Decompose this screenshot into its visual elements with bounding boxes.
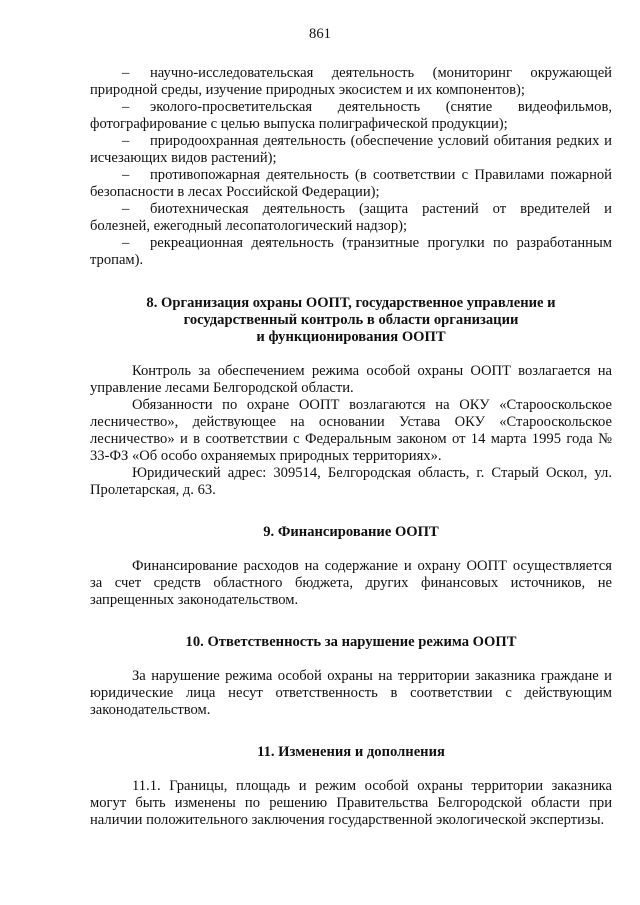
section-heading: 10. Ответственность за нарушение режима ООПТ: [185, 634, 517, 650]
list-item: [90, 201, 612, 235]
list-item-text: эколого-просветительская деятельность (снятие видеофильмов, фотографирование с целью выпуска полиграфической продукции);: [90, 99, 612, 132]
list-item-text: биотехническая деятельность (защита растений от вредителей и болезней, ежегодный лесопатологический надзор);: [90, 201, 612, 234]
list-dash: –: [122, 65, 130, 81]
section-heading-line: государственный контроль в области организации: [183, 312, 519, 328]
list-dash: –: [122, 235, 130, 251]
page-content: [90, 65, 612, 829]
paragraph: Обязанности по охране ООПТ возлагаются на ОКУ «Старооскольское лесничество», действующее на основании Устава ОКУ «Старооскольское лесничество» и в соответствии с Федеральным законом от 14 марта 1995 года № 33-ФЗ «Об особо охраняемых природных территориях».: [90, 397, 612, 464]
section-heading: [90, 295, 612, 346]
list-item-text: природоохранная деятельность (обеспечение условий обитания редких и исчезающих видов растений);: [90, 133, 612, 166]
list-dash: –: [122, 99, 130, 115]
section-heading: 11. Изменения и дополнения: [257, 744, 445, 760]
page-number: 861: [309, 26, 331, 42]
list-dash: –: [122, 133, 130, 149]
list-dash: –: [122, 201, 130, 217]
list-item-text: научно-исследовательская деятельность (мониторинг окружающей природной среды, изучение природных экосистем и их компонентов);: [90, 65, 612, 98]
section-9: [90, 524, 612, 609]
paragraph: 11.1. Границы, площадь и режим особой охраны территории заказника могут быть изменены по решению Правительства Белгородской области при наличии положительного заключения государственной экологической экспертизы.: [90, 778, 612, 828]
activities-list: [90, 65, 612, 269]
list-item-text: рекреационная деятельность (транзитные прогулки по разработанным тропам).: [90, 235, 612, 268]
paragraph: Юридический адрес: 309514, Белгородская область, г. Старый Оскол, ул. Пролетарская, д. 63.: [90, 465, 612, 498]
list-item: [90, 65, 612, 99]
section-heading-line: и функционирования ООПТ: [256, 329, 446, 345]
list-item: [90, 99, 612, 133]
list-dash: –: [122, 167, 130, 183]
list-item: [90, 167, 612, 201]
paragraph: Контроль за обеспечением режима особой охраны ООПТ возлагается на управление лесами Белгородской области.: [90, 363, 612, 396]
section-8: [90, 295, 612, 499]
list-item-text: противопожарная деятельность (в соответствии с Правилами пожарной безопасности в лесах Российской Федерации);: [90, 167, 612, 200]
paragraph: Финансирование расходов на содержание и охрану ООПТ осуществляется за счет средств областного бюджета, других финансовых источников, не запрещенных законодательством.: [90, 558, 612, 608]
list-item: [90, 133, 612, 167]
section-heading-line: 8. Организация охраны ООПТ, государственное управление и: [146, 295, 556, 311]
paragraph: За нарушение режима особой охраны на территории заказника граждане и юридические лица несут ответственность в соответствии с действующим законодательством.: [90, 668, 612, 718]
section-heading: 9. Финансирование ООПТ: [263, 524, 439, 540]
list-item: [90, 235, 612, 269]
section-10: [90, 634, 612, 719]
section-11: [90, 744, 612, 829]
